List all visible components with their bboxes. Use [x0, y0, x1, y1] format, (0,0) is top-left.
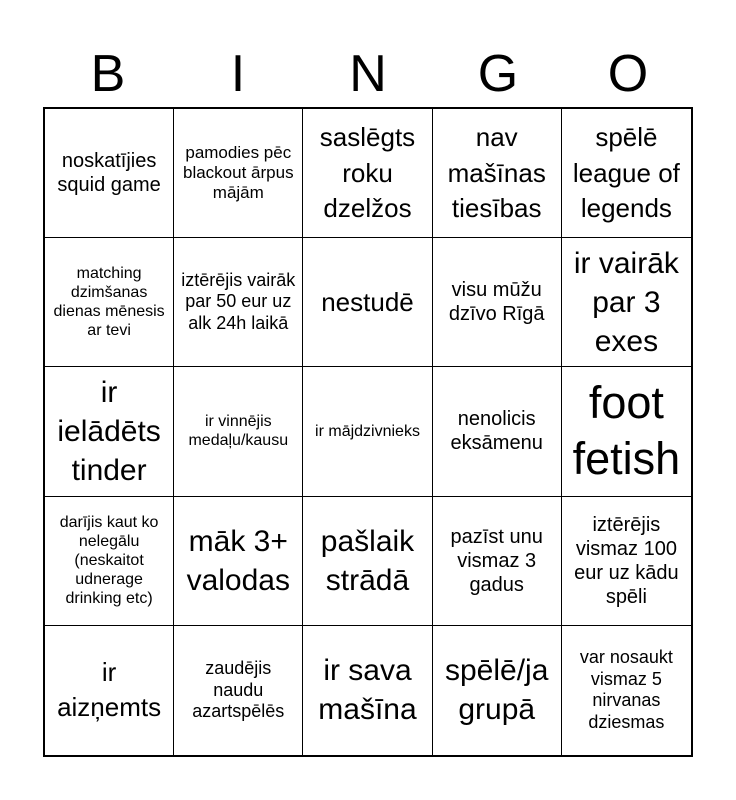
bingo-cell-r4c4[interactable]: pazīst unu vismaz 3 gadus: [433, 497, 562, 626]
bingo-cell-r2c4[interactable]: visu mūžu dzīvo Rīgā: [433, 238, 562, 367]
header-letter-i: I: [230, 45, 246, 103]
bingo-cell-r4c1[interactable]: darījis kaut ko nelegālu (neskaitot udnerage drinking etc): [45, 497, 174, 626]
bingo-cell-r3c4[interactable]: nenolicis eksāmenu: [433, 367, 562, 496]
bingo-header: [43, 40, 693, 108]
bingo-cell-r5c4[interactable]: spēlē/ja grupā: [433, 626, 562, 755]
bingo-cell-r2c2[interactable]: iztērējis vairāk par 50 eur uz alk 24h laikā: [174, 238, 303, 367]
bingo-cell-r4c2[interactable]: māk 3+ valodas: [174, 497, 303, 626]
bingo-cell-r3c5[interactable]: foot fetish: [562, 367, 691, 496]
bingo-cell-r4c5[interactable]: iztērējis vismaz 100 eur uz kādu spēli: [562, 497, 691, 626]
bingo-cell-r3c2[interactable]: ir vinnējis medaļu/kausu: [174, 367, 303, 496]
bingo-cell-r2c1[interactable]: matching dzimšanas dienas mēnesis ar tevi: [45, 238, 174, 367]
bingo-cell-r3c1[interactable]: ir ielādēts tinder: [45, 367, 174, 496]
bingo-cell-r2c3[interactable]: nestudē: [303, 238, 432, 367]
bingo-cell-r1c4[interactable]: nav mašīnas tiesības: [433, 109, 562, 238]
header-letter-g: G: [477, 45, 519, 103]
bingo-cell-r1c3[interactable]: saslēgts roku dzelžos: [303, 109, 432, 238]
header-letter-b: B: [90, 45, 126, 103]
header-letter-o: O: [607, 45, 649, 103]
bingo-cell-r3c3[interactable]: ir mājdzivnieks: [303, 367, 432, 496]
bingo-cell-r5c1[interactable]: ir aizņemts: [45, 626, 174, 755]
bingo-cell-r1c1[interactable]: noskatījies squid game: [45, 109, 174, 238]
bingo-cell-r2c5[interactable]: ir vairāk par 3 exes: [562, 238, 691, 367]
bingo-cell-r5c2[interactable]: zaudējis naudu azartspēlēs: [174, 626, 303, 755]
bingo-cell-r5c5[interactable]: var nosaukt vismaz 5 nirvanas dziesmas: [579, 647, 673, 732]
bingo-cell-r1c5[interactable]: spēlē league of legends: [562, 109, 691, 238]
bingo-cell-r1c2[interactable]: pamodies pēc blackout ārpus mājām: [174, 109, 303, 238]
bingo-cell-r5c3[interactable]: ir sava mašīna: [303, 626, 432, 755]
header-letter-n: N: [349, 45, 387, 103]
bingo-cell-r4c3[interactable]: pašlaik strādā: [303, 497, 432, 626]
bingo-board: [43, 107, 693, 757]
